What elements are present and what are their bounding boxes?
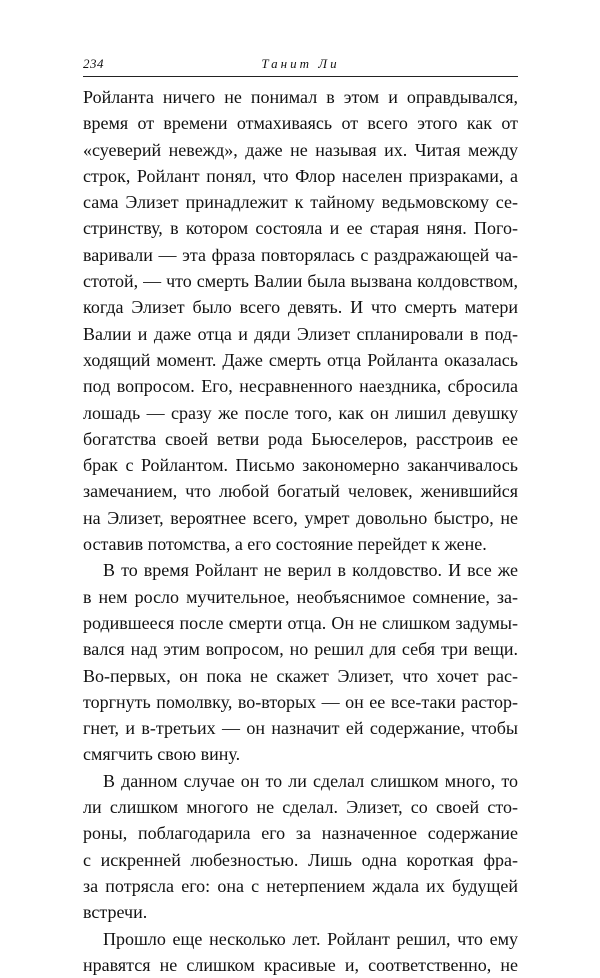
text-line: когда Элизет было всего девять. И что смерть матери: [83, 294, 518, 320]
text-line: на Элизет, вероятнее всего, умрет довольно быстро, не: [83, 505, 518, 531]
paragraph: [83, 768, 518, 926]
running-header: [83, 56, 518, 76]
text-line: смягчить свою вину.: [83, 741, 518, 767]
text-line: ли слишком многого не сделал. Элизет, со своей сто-: [83, 794, 518, 820]
text-line: брак с Ройлантом. Письмо закономерно заканчивалось: [83, 452, 518, 478]
text-line: ходящий момент. Даже смерть отца Ройланта оказалась: [83, 347, 518, 373]
text-line: сама Элизет принадлежит к тайному ведьмовскому се-: [83, 189, 518, 215]
text-line: в нем росло мучительное, необъяснимое сомнение, за-: [83, 584, 518, 610]
text-line: лошадь — сразу же после того, как он лишил девушку: [83, 400, 518, 426]
paragraph: [83, 926, 518, 978]
text-line: строк, Ройлант понял, что Флор населен призраками, а: [83, 163, 518, 189]
text-line: оставив потомства, а его состояние перейдет к жене.: [83, 531, 518, 557]
paragraph: [83, 557, 518, 767]
text-line: время от времени отмахиваясь от всего этого как от: [83, 110, 518, 136]
text-line: Валии и даже отца и дяди Элизет спланировали в под-: [83, 321, 518, 347]
text-line: стринству, в котором состояла и ее старая няня. Пого-: [83, 215, 518, 241]
text-line: роны, поблагодарила его за назначенное содержание: [83, 820, 518, 846]
text-line: варивали — эта фраза повторялась с раздражающей ча-: [83, 242, 518, 268]
text-line: встречи.: [83, 899, 518, 925]
text-line: В то время Ройлант не верил в колдовство. И все же: [83, 557, 518, 583]
text-line: богатства своей ветви рода Бьюселеров, расстроив ее: [83, 426, 518, 452]
text-line: В данном случае он то ли сделал слишком много, то: [83, 768, 518, 794]
text-line: «суеверий невежд», даже не называя их. Читая между: [83, 137, 518, 163]
text-line: торгнуть помолвку, во-вторых — он ее все-таки растор-: [83, 689, 518, 715]
text-line: стотой, — что смерть Валии была вызвана колдовством,: [83, 268, 518, 294]
text-line: Ройланта ничего не понимал в этом и оправдывался,: [83, 84, 518, 110]
text-line: Прошло еще несколько лет. Ройлант решил, что ему: [83, 926, 518, 952]
text-line: замечанием, что любой богатый человек, женившийся: [83, 478, 518, 504]
text-line: под вопросом. Его, несравненного наездника, сбросила: [83, 373, 518, 399]
text-line: за потрясла его: она с нетерпением ждала их будущей: [83, 873, 518, 899]
text-line: нравятся не слишком красивые и, соответственно, не: [83, 952, 518, 978]
running-title: Танит Ли: [83, 56, 518, 72]
page-number: 234: [83, 56, 104, 72]
header-rule: [83, 76, 518, 77]
text-line: Во-первых, он пока не скажет Элизет, что хочет рас-: [83, 663, 518, 689]
paragraph: [83, 84, 518, 557]
text-line: гнет, и в-третьих — он назначит ей содержание, чтобы: [83, 715, 518, 741]
text-line: вался над этим вопросом, но решил для себя три вещи.: [83, 636, 518, 662]
text-line: с искренней любезностью. Лишь одна короткая фра-: [83, 847, 518, 873]
text-line: родившееся после смерти отца. Он не слишком задумы-: [83, 610, 518, 636]
body-text: [83, 84, 518, 978]
